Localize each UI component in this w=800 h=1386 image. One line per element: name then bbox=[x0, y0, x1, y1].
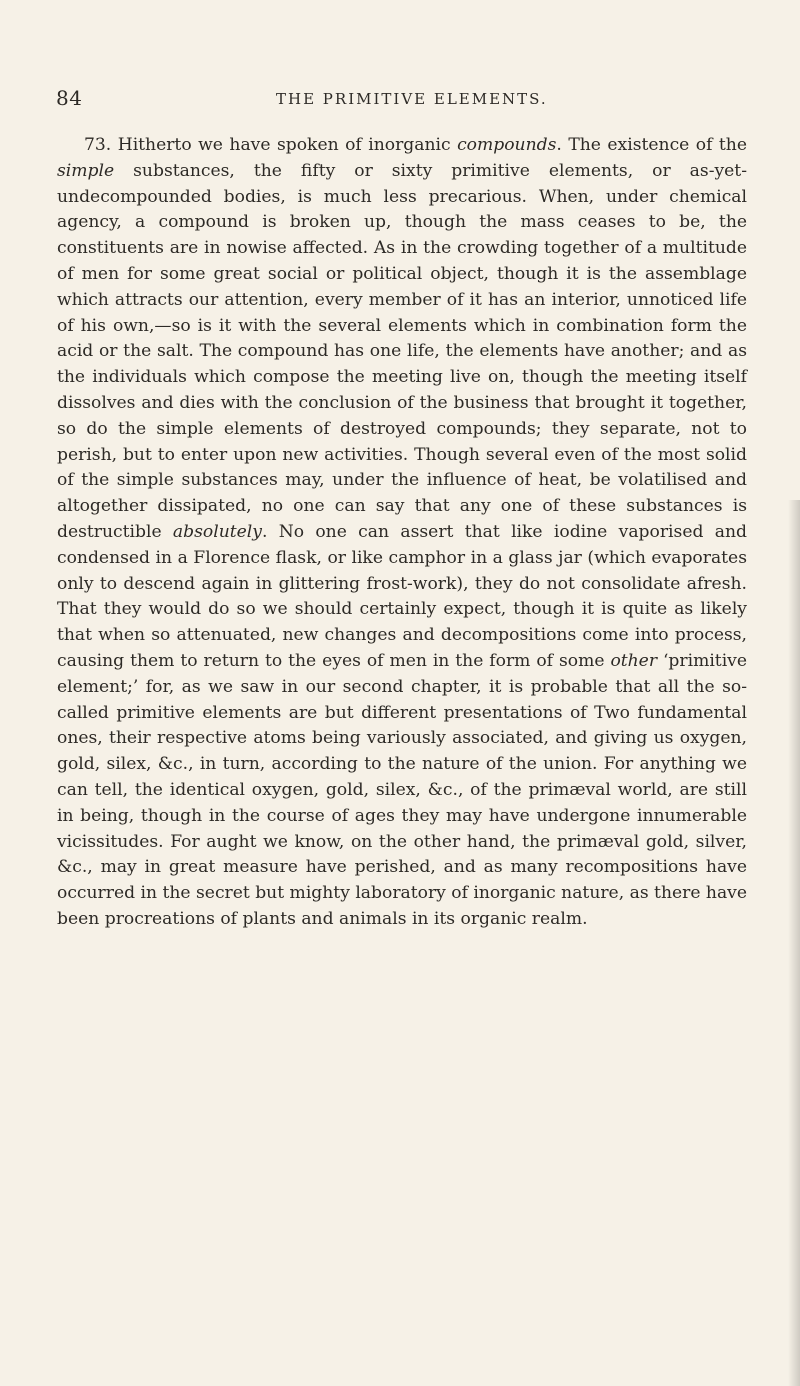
paragraph-text-part-2: . The existence of the bbox=[556, 135, 747, 155]
paragraph-text-part-4: . No one can assert that like iodine vaporised and condensed in a Florence flask, or like camphor in a glass jar (which evaporates only to descend again in glittering frost-work), they do not consolidate afresh. That they would do so we should certainly expect, though it is quite as likely that when so attenuated, new changes and decompositions come into process, causing them to return to the eyes of men in the form of some bbox=[57, 521, 747, 671]
paragraph-number: 73. bbox=[84, 135, 112, 155]
paragraph-text-part-3: substances, the fifty or sixty primitive elements, or as-yet-undecompounded bodies, is much less precarious. When, under chemical agency, a compound is broken up, though the mass ceases to be, the constituents are in nowise affected. As in the crowding together of a multitude of men for some great social or political object, though it is the assemblage which attracts our attention, every member of it has an interior, unnoticed life of his own,—so is it with the several elements which in combination form the acid or the salt. The compound has one life, the elements have another; and as the individuals which compose the meeting live on, though the meeting itself dissolves and dies with the conclusion of the business that brought it together, so do the simple elements of destroyed compounds; they separate, not to perish, but to enter upon new activities. Though several even of the most solid of the simple substances may, under the influence of heat, be volatilised and altogether dissipated, no one can say that any one of these substances is destructible bbox=[57, 160, 747, 542]
italic-word-absolutely: absolutely bbox=[172, 521, 262, 542]
paragraph-text-part-5: ‘primitive element;’ for, as we saw in our second chapter, it is probable that all the so-called primitive elements are but different presentations of Two fundamental ones, their respective atoms being variously associated, and giving us oxygen, gold, silex, &c., in turn, according to the nature of the union. For anything we can tell, the identical oxygen, gold, silex, &c., of the primæval world, are still in being, though in the course of ages they may have undergone innumerable vicissitudes. For aught we know, on the other hand, the primæval gold, silver, &c., may in great measure have perished, and as many recompositions have occurred in the secret but mighty laboratory of inorganic nature, as there have been procreations of plants and animals in its organic realm. bbox=[57, 650, 748, 929]
paragraph-73 bbox=[57, 133, 747, 933]
running-head: THE PRIMITIVE ELEMENTS. bbox=[276, 90, 548, 108]
main-text bbox=[57, 133, 747, 933]
italic-word-simple: simple bbox=[57, 160, 115, 181]
italic-word-compounds: compounds bbox=[457, 135, 557, 155]
page-number: 84 bbox=[56, 86, 83, 110]
paragraph-text-part-1: Hitherto we have spoken of inorganic bbox=[111, 135, 458, 155]
italic-word-other: other bbox=[610, 650, 658, 671]
page-edge-shadow bbox=[788, 500, 800, 1386]
page-header bbox=[56, 86, 756, 110]
